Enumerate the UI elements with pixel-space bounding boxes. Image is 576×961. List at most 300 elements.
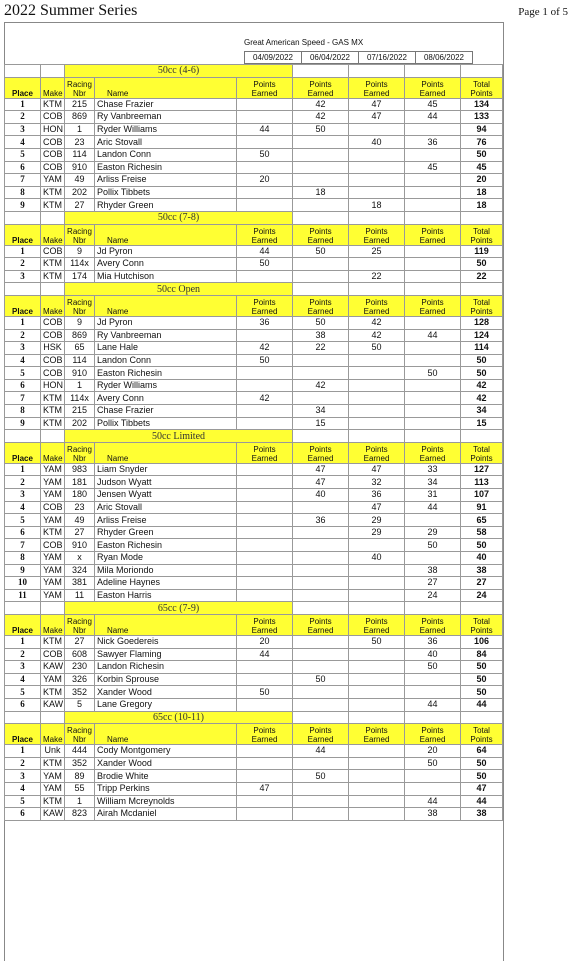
total-cell: 58 [461,526,503,539]
points-cell [293,258,349,271]
place-cell: 2 [5,476,41,489]
col-earned: Earned [419,735,446,745]
col-earned: Earned [363,88,390,98]
table-row [5,258,503,271]
total-cell: 50 [461,757,503,770]
rider-name: Chase Frazier [95,405,237,418]
col-points: Points [253,616,276,626]
points-cell: 31 [405,489,461,502]
col-points: Points [365,297,388,307]
points-cell [293,564,349,577]
points-cell: 40 [405,648,461,661]
blank-cell [461,283,503,296]
number-cell: 869 [65,329,95,342]
col-racing-nbr [65,724,95,745]
make-cell: YAM [41,577,65,590]
place-cell: 3 [5,123,41,136]
class-name: 65cc (10-11) [65,711,293,724]
points-cell: 50 [405,661,461,674]
points-cell [405,245,461,258]
points-cell [349,367,405,380]
points-cell: 29 [405,526,461,539]
table-row [5,757,503,770]
col-earned: Earned [307,235,334,245]
place-cell: 5 [5,367,41,380]
points-cell [237,489,293,502]
points-cell: 22 [293,342,349,355]
blank-cell [293,430,349,443]
place-cell: 5 [5,795,41,808]
points-cell: 44 [405,329,461,342]
points-cell [349,673,405,686]
blank-cell [5,211,41,224]
points-cell [237,673,293,686]
points-cell: 29 [349,514,405,527]
col-points: Points [365,79,388,89]
table-row [5,514,503,527]
points-cell [349,258,405,271]
col-earned: Earned [307,625,334,635]
points-cell [293,661,349,674]
total-cell: 113 [461,476,503,489]
points-cell [237,745,293,758]
points-cell [405,673,461,686]
number-cell: 215 [65,405,95,418]
points-cell: 50 [405,539,461,552]
number-cell: 27 [65,199,95,212]
place-cell: 1 [5,463,41,476]
points-cell [237,808,293,821]
rider-name: Ry Vanbreeman [95,329,237,342]
col-points: Points [365,226,388,236]
table-row [5,673,503,686]
points-cell [405,552,461,565]
blank-cell [41,711,65,724]
points-cell [405,354,461,367]
points-cell: 42 [349,329,405,342]
column-header-row [5,442,503,463]
points-cell [349,174,405,187]
blank-cell [349,711,405,724]
col-points-earned [237,77,293,98]
col-points: Points [365,726,388,736]
table-row [5,354,503,367]
col-points: Points [365,444,388,454]
rider-name: Brodie White [95,770,237,783]
number-cell: 114x [65,392,95,405]
number-cell: 1 [65,123,95,136]
points-cell [237,186,293,199]
points-cell [293,795,349,808]
number-cell: 180 [65,489,95,502]
col-points: Points [470,453,493,463]
col-racing: Racing [67,726,92,736]
points-cell [293,392,349,405]
points-cell [405,379,461,392]
rider-name: Jd Pyron [95,316,237,329]
col-points: Points [421,726,444,736]
total-cell: 127 [461,463,503,476]
table-row [5,795,503,808]
place-cell: 2 [5,757,41,770]
points-cell: 20 [405,745,461,758]
table-row [5,316,503,329]
place-cell: 8 [5,186,41,199]
event-name: Great American Speed - GAS MX [244,38,364,47]
col-nbr: Nbr [73,735,86,745]
points-cell [237,577,293,590]
rider-name: Landon Richesin [95,661,237,674]
col-points-earned [237,724,293,745]
rider-name: Mila Moriondo [95,564,237,577]
col-earned: Earned [251,735,278,745]
col-earned: Earned [419,88,446,98]
points-cell: 50 [237,686,293,699]
col-points: Points [253,726,276,736]
blank-cell [41,283,65,296]
points-cell [237,757,293,770]
blank-cell [5,430,41,443]
table-row [5,379,503,392]
make-cell: KAW [41,661,65,674]
place-cell: 10 [5,577,41,590]
points-cell: 47 [349,98,405,111]
points-cell [293,354,349,367]
rider-name: Rhyder Green [95,199,237,212]
col-earned: Earned [419,235,446,245]
col-make: Make [41,295,65,316]
number-cell: 9 [65,316,95,329]
make-cell: YAM [41,489,65,502]
blank-cell [461,211,503,224]
number-cell: 352 [65,757,95,770]
make-cell: KTM [41,526,65,539]
total-cell: 50 [461,770,503,783]
date-2: 06/04/2022 [301,51,359,64]
table-row [5,270,503,283]
col-points: Points [253,444,276,454]
page-number: Page 1 of 5 [518,6,568,18]
class-header [5,711,503,724]
rider-name: William Mcreynolds [95,795,237,808]
col-earned: Earned [363,235,390,245]
points-cell [349,757,405,770]
col-points: Points [309,616,332,626]
points-cell [349,161,405,174]
table-row [5,476,503,489]
total-cell: 91 [461,501,503,514]
make-cell: COB [41,316,65,329]
points-cell [237,405,293,418]
total-cell: 133 [461,111,503,124]
place-cell: 5 [5,686,41,699]
total-cell: 50 [461,661,503,674]
points-cell [237,770,293,783]
date-3: 07/16/2022 [358,51,416,64]
points-cell: 44 [237,245,293,258]
total-cell: 20 [461,174,503,187]
place-cell: 4 [5,782,41,795]
total-cell: 38 [461,564,503,577]
place-cell: 8 [5,552,41,565]
make-cell: KTM [41,199,65,212]
col-place: Place [5,295,41,316]
number-cell: 65 [65,342,95,355]
make-cell: HSK [41,342,65,355]
make-cell: YAM [41,673,65,686]
points-cell: 25 [349,245,405,258]
points-cell [237,111,293,124]
table-row [5,808,503,821]
points-cell: 50 [405,367,461,380]
col-racing-nbr [65,614,95,635]
points-cell [293,552,349,565]
class-header [5,211,503,224]
points-cell [405,186,461,199]
points-cell: 50 [293,673,349,686]
place-cell: 3 [5,342,41,355]
blank-cell [405,65,461,78]
total-cell: 50 [461,367,503,380]
col-earned: Earned [363,306,390,316]
number-cell: 114 [65,354,95,367]
number-cell: 5 [65,698,95,711]
place-cell: 2 [5,329,41,342]
points-cell [293,270,349,283]
col-place: Place [5,77,41,98]
make-cell: KAW [41,808,65,821]
points-cell [349,808,405,821]
place-cell: 6 [5,698,41,711]
table-row [5,136,503,149]
points-cell: 20 [237,174,293,187]
rider-name: Mia Hutchison [95,270,237,283]
column-header-row [5,295,503,316]
col-points-earned [293,295,349,316]
col-points-earned [293,724,349,745]
place-cell: 9 [5,199,41,212]
make-cell: KTM [41,392,65,405]
points-cell [349,148,405,161]
points-cell [293,526,349,539]
rider-name: Xander Wood [95,686,237,699]
column-header-row [5,724,503,745]
blank-cell [41,211,65,224]
col-points: Points [470,625,493,635]
total-cell: 34 [461,405,503,418]
blank-cell [41,430,65,443]
rider-name: Ryan Mode [95,552,237,565]
points-cell [237,552,293,565]
points-cell [293,808,349,821]
make-cell: COB [41,501,65,514]
number-cell: 381 [65,577,95,590]
number-cell: 910 [65,367,95,380]
col-points-earned [405,724,461,745]
col-racing: Racing [67,79,92,89]
place-cell: 3 [5,770,41,783]
table-row [5,405,503,418]
col-points: Points [470,88,493,98]
points-cell: 44 [405,698,461,711]
number-cell: 230 [65,661,95,674]
rider-name: Sawyer Flaming [95,648,237,661]
total-cell: 44 [461,795,503,808]
col-place: Place [5,724,41,745]
total-cell: 64 [461,745,503,758]
col-points-earned [349,442,405,463]
blank-cell [5,711,41,724]
points-cell [293,648,349,661]
number-cell: 49 [65,514,95,527]
total-cell: 38 [461,808,503,821]
class-header [5,283,503,296]
points-cell [237,329,293,342]
blank-cell [349,602,405,615]
col-points: Points [470,306,493,316]
rider-name: Adeline Haynes [95,577,237,590]
number-cell: 324 [65,564,95,577]
rider-name: Easton Harris [95,589,237,602]
blank-cell [41,65,65,78]
table-row [5,648,503,661]
col-earned: Earned [251,625,278,635]
points-cell [293,686,349,699]
col-points: Points [253,226,276,236]
points-cell [237,476,293,489]
total-cell: 42 [461,392,503,405]
points-cell: 44 [405,111,461,124]
number-cell: 983 [65,463,95,476]
col-make: Make [41,224,65,245]
col-points-earned [349,77,405,98]
points-cell: 36 [405,635,461,648]
rider-name: Easton Richesin [95,539,237,552]
points-cell [349,648,405,661]
number-cell: 114x [65,258,95,271]
place-cell: 4 [5,501,41,514]
rider-name: Lane Gregory [95,698,237,711]
col-points-earned [349,224,405,245]
points-cell [349,770,405,783]
points-cell [293,199,349,212]
rider-name: Airah Mcdaniel [95,808,237,821]
rider-name: Arliss Freise [95,174,237,187]
class-name: 50cc (4-6) [65,65,293,78]
class-name: 50cc (7-8) [65,211,293,224]
col-points-earned [405,77,461,98]
points-cell [237,98,293,111]
table-row [5,98,503,111]
col-earned: Earned [363,735,390,745]
points-cell: 50 [293,123,349,136]
table-row [5,782,503,795]
make-cell: HON [41,123,65,136]
total-cell: 114 [461,342,503,355]
place-cell: 3 [5,270,41,283]
col-points: Points [421,297,444,307]
points-cell [349,795,405,808]
col-nbr: Nbr [73,453,86,463]
points-cell: 44 [237,123,293,136]
points-cell: 44 [405,501,461,514]
points-cell: 47 [349,463,405,476]
table-row [5,745,503,758]
points-cell [237,795,293,808]
place-cell: 6 [5,526,41,539]
col-nbr: Nbr [73,235,86,245]
number-cell: 114 [65,148,95,161]
col-points: Points [309,226,332,236]
points-cell: 42 [293,379,349,392]
place-cell: 5 [5,148,41,161]
points-cell: 50 [293,316,349,329]
points-cell [405,405,461,418]
place-cell: 3 [5,661,41,674]
points-cell [293,577,349,590]
total-cell: 47 [461,782,503,795]
column-header-row [5,224,503,245]
blank-cell [349,211,405,224]
number-cell: 55 [65,782,95,795]
points-cell [237,379,293,392]
col-points: Points [309,79,332,89]
rider-name: Ryder Williams [95,123,237,136]
points-cell [349,123,405,136]
total-cell: 107 [461,489,503,502]
points-cell: 27 [405,577,461,590]
points-cell [349,698,405,711]
rider-name: Arliss Freise [95,514,237,527]
points-cell: 50 [349,342,405,355]
rider-name: Easton Richesin [95,367,237,380]
total-cell: 76 [461,136,503,149]
col-points-earned [405,295,461,316]
points-cell [237,463,293,476]
col-place: Place [5,224,41,245]
make-cell: YAM [41,782,65,795]
points-cell [405,258,461,271]
place-cell: 8 [5,405,41,418]
col-make: Make [41,724,65,745]
col-earned: Earned [363,625,390,635]
number-cell: 910 [65,161,95,174]
table-row [5,148,503,161]
total-cell: 134 [461,98,503,111]
rider-name: Chase Frazier [95,98,237,111]
make-cell: KTM [41,686,65,699]
place-cell: 1 [5,245,41,258]
make-cell: COB [41,367,65,380]
col-points-earned [293,614,349,635]
total-cell: 50 [461,539,503,552]
points-cell [293,148,349,161]
place-cell: 11 [5,589,41,602]
rider-name: Pollix Tibbets [95,186,237,199]
points-cell [237,698,293,711]
points-cell: 24 [405,589,461,602]
table-row [5,463,503,476]
points-cell [237,514,293,527]
rider-name: Ryder Williams [95,379,237,392]
make-cell: YAM [41,552,65,565]
col-name: Name [95,614,237,635]
col-earned: Earned [419,306,446,316]
col-points: Points [309,444,332,454]
points-cell: 42 [237,392,293,405]
class-name: 65cc (7-9) [65,602,293,615]
col-total-points [461,442,503,463]
